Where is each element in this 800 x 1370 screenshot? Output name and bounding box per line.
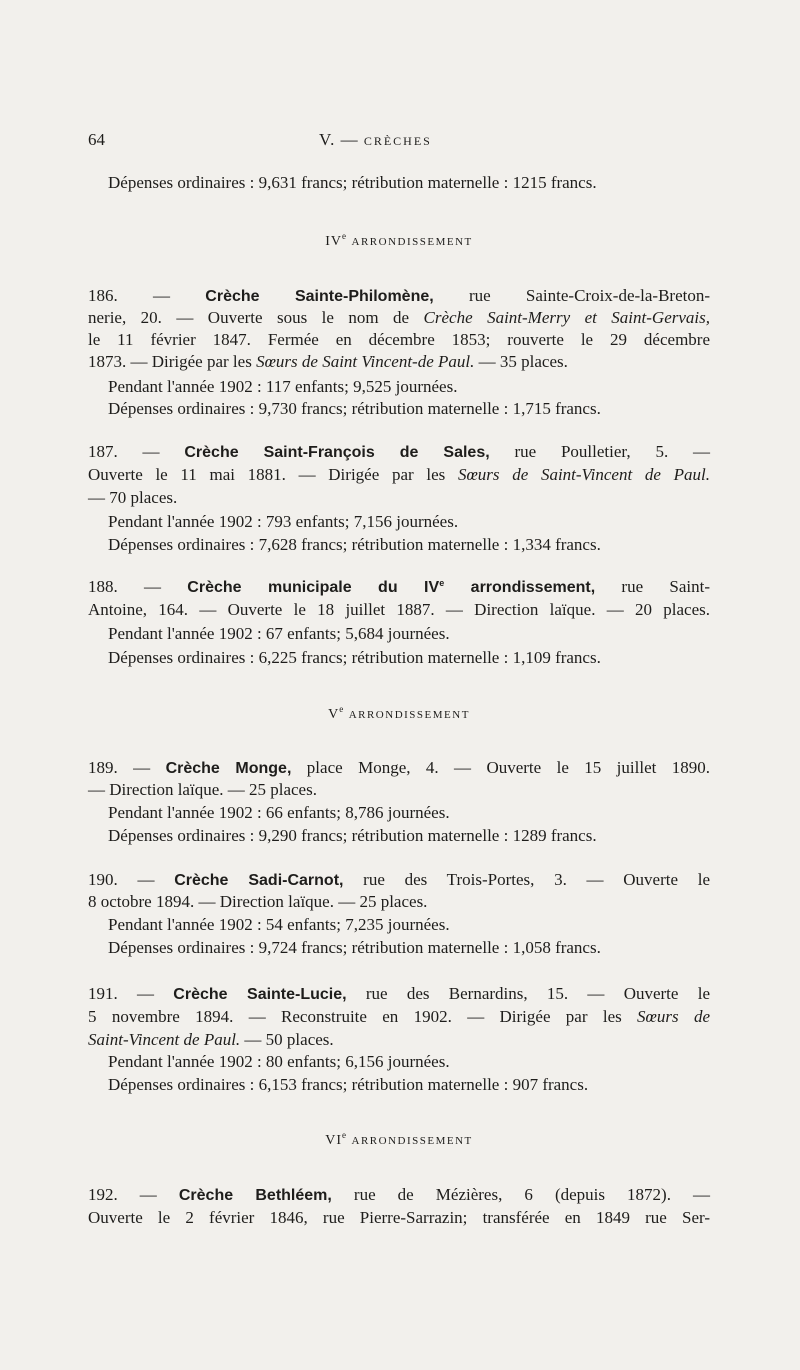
entry-line: le 11 février 1847. Fermée en décembre 1853; rouverte le 29 décembre	[88, 330, 710, 349]
attendance-line: Pendant l'année 1902 : 793 enfants; 7,156 journées.	[108, 512, 459, 531]
expenses-line: Dépenses ordinaires : 9,724 francs; rétribution maternelle : 1,058 francs.	[108, 938, 601, 957]
section-heading-iv: IVe ARRONDISSEMENT	[325, 231, 473, 249]
entry-line: 192. — Crèche Bethléem, rue de Mézières, 6 (depuis 1872). —	[88, 1185, 711, 1204]
expenses-line: Dépenses ordinaires : 9,290 francs; rétribution maternelle : 1289 francs.	[108, 826, 597, 845]
entry-line: 5 novembre 1894. — Reconstruite en 1902. — Dirigée par les Sœurs de	[88, 1007, 710, 1026]
page-number: 64	[88, 130, 105, 149]
running-head: V. — CRÈCHES	[319, 130, 432, 149]
creche-name: Crèche Saint-François de Sales,	[184, 444, 490, 461]
expenses-line: Dépenses ordinaires : 7,628 francs; rétribution maternelle : 1,334 francs.	[108, 535, 601, 554]
entry-line: Ouverte le 11 mai 1881. — Dirigée par les Sœurs de Saint-Vincent de Paul.	[88, 465, 710, 484]
creche-name: Crèche Sainte-Lucie,	[173, 986, 347, 1003]
section-heading-vi: VIe ARRONDISSEMENT	[325, 1130, 473, 1148]
creche-name: Crèche Monge,	[165, 760, 292, 777]
attendance-line: Pendant l'année 1902 : 117 enfants; 9,525 journées.	[108, 377, 458, 396]
entry-line: 1873. — Dirigée par les Sœurs de Saint Vincent-de Paul. — 35 places.	[88, 352, 568, 371]
expenses-line: Dépenses ordinaires : 9,730 francs; rétribution maternelle : 1,715 francs.	[108, 399, 601, 418]
entry-line: Ouverte le 2 février 1846, rue Pierre-Sarrazin; transférée en 1849 rue Ser-	[88, 1208, 710, 1227]
attendance-line: Pendant l'année 1902 : 54 enfants; 7,235 journées.	[108, 915, 450, 934]
entry-line: 190. — Crèche Sadi-Carnot, rue des Trois-Portes, 3. — Ouverte le	[88, 870, 711, 889]
section-heading-v: Ve ARRONDISSEMENT	[328, 704, 470, 722]
creche-name: Crèche municipale du IVe arrondissement,	[187, 578, 596, 596]
entry-line: 187. — Crèche Saint-François de Sales, rue Poulletier, 5. —	[88, 442, 711, 461]
creche-name: Crèche Sadi-Carnot,	[174, 872, 344, 889]
creche-name: Crèche Sainte-Philomène,	[205, 288, 434, 305]
entry-line: — Direction laïque. — 25 places.	[88, 780, 317, 799]
page-header	[88, 130, 708, 154]
attendance-line: Pendant l'année 1902 : 66 enfants; 8,786 journées.	[108, 803, 450, 822]
attendance-line: Pendant l'année 1902 : 80 enfants; 6,156 journées.	[108, 1052, 450, 1071]
entry-line: 189. — Crèche Monge, place Monge, 4. — Ouverte le 15 juillet 1890.	[88, 758, 711, 777]
entry-line: Saint-Vincent de Paul. — 50 places.	[88, 1030, 334, 1049]
entry-line: 186. — Crèche Sainte-Philomène, rue Sainte-Croix-de-la-Breton-	[88, 286, 711, 305]
entry-line: nerie, 20. — Ouverte sous le nom de Crèche Saint-Merry et Saint-Gervais,	[88, 308, 710, 327]
expenses-line: Dépenses ordinaires : 6,153 francs; rétribution maternelle : 907 francs.	[108, 1075, 589, 1094]
entry-line: 191. — Crèche Sainte-Lucie, rue des Bernardins, 15. — Ouverte le	[88, 984, 710, 1003]
entry-line: 188. — Crèche municipale du IVe arrondissement, rue Saint-	[88, 577, 711, 596]
entry-line: — 70 places.	[88, 488, 178, 507]
creche-name: Crèche Bethléem,	[178, 1187, 332, 1204]
entry-line: Antoine, 164. — Ouverte le 18 juillet 1887. — Direction laïque. — 20 places.	[88, 600, 710, 619]
intro-expenses-line: Dépenses ordinaires : 9,631 francs; rétribution maternelle : 1215 francs.	[108, 173, 597, 192]
entry-line: 8 octobre 1894. — Direction laïque. — 25 places.	[88, 892, 428, 911]
expenses-line: Dépenses ordinaires : 6,225 francs; rétribution maternelle : 1,109 francs.	[108, 648, 601, 667]
attendance-line: Pendant l'année 1902 : 67 enfants; 5,684 journées.	[108, 624, 450, 643]
